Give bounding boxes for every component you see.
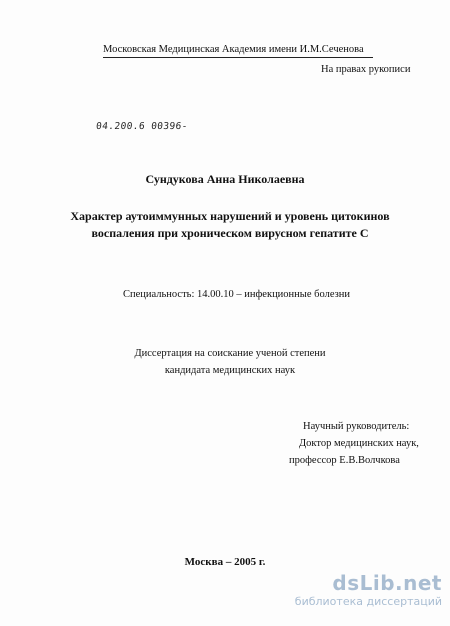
watermark-logo-text: dsLib.net: [332, 571, 442, 595]
dslib-watermark: [292, 572, 442, 608]
supervisor-degree: Доктор медицинских наук,: [299, 438, 419, 449]
manuscript-rights-note: На правах рукописи: [321, 64, 411, 75]
title-line-2: воспаления при хроническом вирусном гепатите С: [91, 226, 369, 240]
institution-name: Московская Медицинская Академия имени И.М.Сеченова: [103, 44, 364, 55]
supervisor-name: профессор Е.В.Волчкова: [289, 455, 400, 466]
specialty-line: Специальность: 14.00.10 – инфекционные болезни: [123, 289, 351, 300]
title-line-1: Характер аутоиммунных нарушений и уровень цитокинов: [70, 209, 390, 223]
degree-line-1: Диссертация на соискание ученой степени: [134, 348, 326, 359]
author-name: Сундукова Анна Николаевна: [145, 172, 305, 186]
supervisor-role: Научный руководитель:: [303, 421, 410, 432]
dissertation-title: [60, 208, 400, 242]
institution-underline: [103, 57, 373, 58]
watermark-subtitle: библиотека диссертаций: [294, 595, 442, 608]
city-year: Москва – 2005 г.: [184, 556, 266, 568]
degree-statement: [100, 345, 360, 379]
supervisor-block: [289, 418, 419, 469]
archive-stamp-code: 04.200.6 00396-: [95, 121, 189, 132]
degree-line-2: кандидата медицинских наук: [164, 365, 296, 376]
